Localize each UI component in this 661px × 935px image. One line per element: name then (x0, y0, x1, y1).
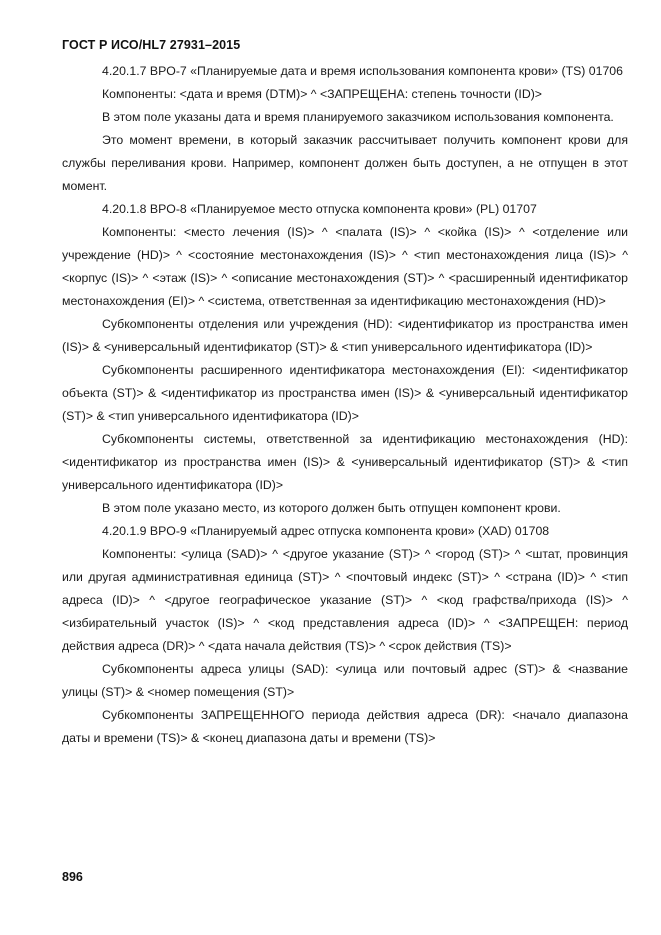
paragraph-subcomponents-system-hd: Субкомпоненты системы, ответственной за идентификацию местонахождения (HD): <идентификатор из пространства имен (IS)> & <универсальный идентификатор (ST)> & <тип универсального идентификатора (ID)> (62, 432, 628, 492)
paragraph-components-bpo7: Компоненты: <дата и время (DTM)> ^ <ЗАПРЕЩЕНА: степень точности (ID)> (102, 87, 542, 101)
paragraph-components-bpo8: Компоненты: <место лечения (IS)> ^ <палата (IS)> ^ <койка (IS)> ^ <отделение или учреждение (HD)> ^ <состояние местонахождения (IS)> ^ <тип местонахождения лица (IS)> ^ <корпус (IS)> ^ <этаж (IS)> ^ <описание местонахождения (ST)> ^ <расширенный идентификатор местонахождения (EI)> ^ <система, ответственная за идентификацию местонахождения (HD)> (62, 225, 628, 308)
body-text (62, 60, 628, 750)
paragraph-field-description-bpo7: В этом поле указаны дата и время планируемого заказчиком использования компонента. (102, 110, 614, 124)
section-heading-4-20-1-9: 4.20.1.9 BPO-9 «Планируемый адрес отпуска компонента крови» (XAD) 01708 (102, 524, 550, 538)
paragraph-subcomponents-sad: Субкомпоненты адреса улицы (SAD): <улица или почтовый адрес (ST)> & <название улицы (ST)> & <номер помещения (ST)> (62, 662, 628, 699)
paragraph-components-bpo9: Компоненты: <улица (SAD)> ^ <другое указание (ST)> ^ <город (ST)> ^ <штат, провинция или другая административная единица (ST)> ^ <почтовый индекс (ST)> ^ <страна (ID)> ^ <тип адреса (ID)> ^ <другое географическое указание (ST)> ^ <код графства/прихода (IS)> ^ <избирательный участок (IS)> ^ <код представления адреса (ID)> ^ <ЗАПРЕЩЕН: период действия адреса (DR)> ^ <дата начала действия (TS)> ^ <срок действия (TS)> (62, 547, 628, 653)
paragraph-subcomponents-dr: Субкомпоненты ЗАПРЕЩЕННОГО периода действия адреса (DR): <начало диапазона даты и времени (TS)> & <конец диапазона даты и времени (TS)> (62, 708, 628, 745)
section-heading-4-20-1-7: 4.20.1.7 BPO-7 «Планируемые дата и время использования компонента крови» (TS) 01706 (102, 64, 623, 78)
paragraph-subcomponents-hd: Субкомпоненты отделения или учреждения (HD): <идентификатор из пространства имен (IS)> & <универсальный идентификатор (ST)> & <тип универсального идентификатора (ID)> (62, 317, 628, 354)
standard-header: ГОСТ Р ИСО/HL7 27931–2015 (62, 38, 241, 52)
paragraph-field-description-bpo8: В этом поле указано место, из которого должен быть отпущен компонент крови. (102, 501, 561, 515)
paragraph-subcomponents-ei: Субкомпоненты расширенного идентификатора местонахождения (EI): <идентификатор объекта (ST)> & <идентификатор из пространства имен (IS)> & <универсальный идентификатор (ST)> & <тип универсального идентификатора (ID)> (62, 363, 628, 423)
paragraph-explanation-bpo7: Это момент времени, в который заказчик рассчитывает получить компонент крови для службы переливания крови. Например, компонент должен быть доступен, а не отпущен в этот момент. (62, 133, 628, 193)
section-heading-4-20-1-8: 4.20.1.8 BPO-8 «Планируемое место отпуска компонента крови» (PL) 01707 (102, 202, 537, 216)
page-number: 896 (62, 870, 83, 884)
